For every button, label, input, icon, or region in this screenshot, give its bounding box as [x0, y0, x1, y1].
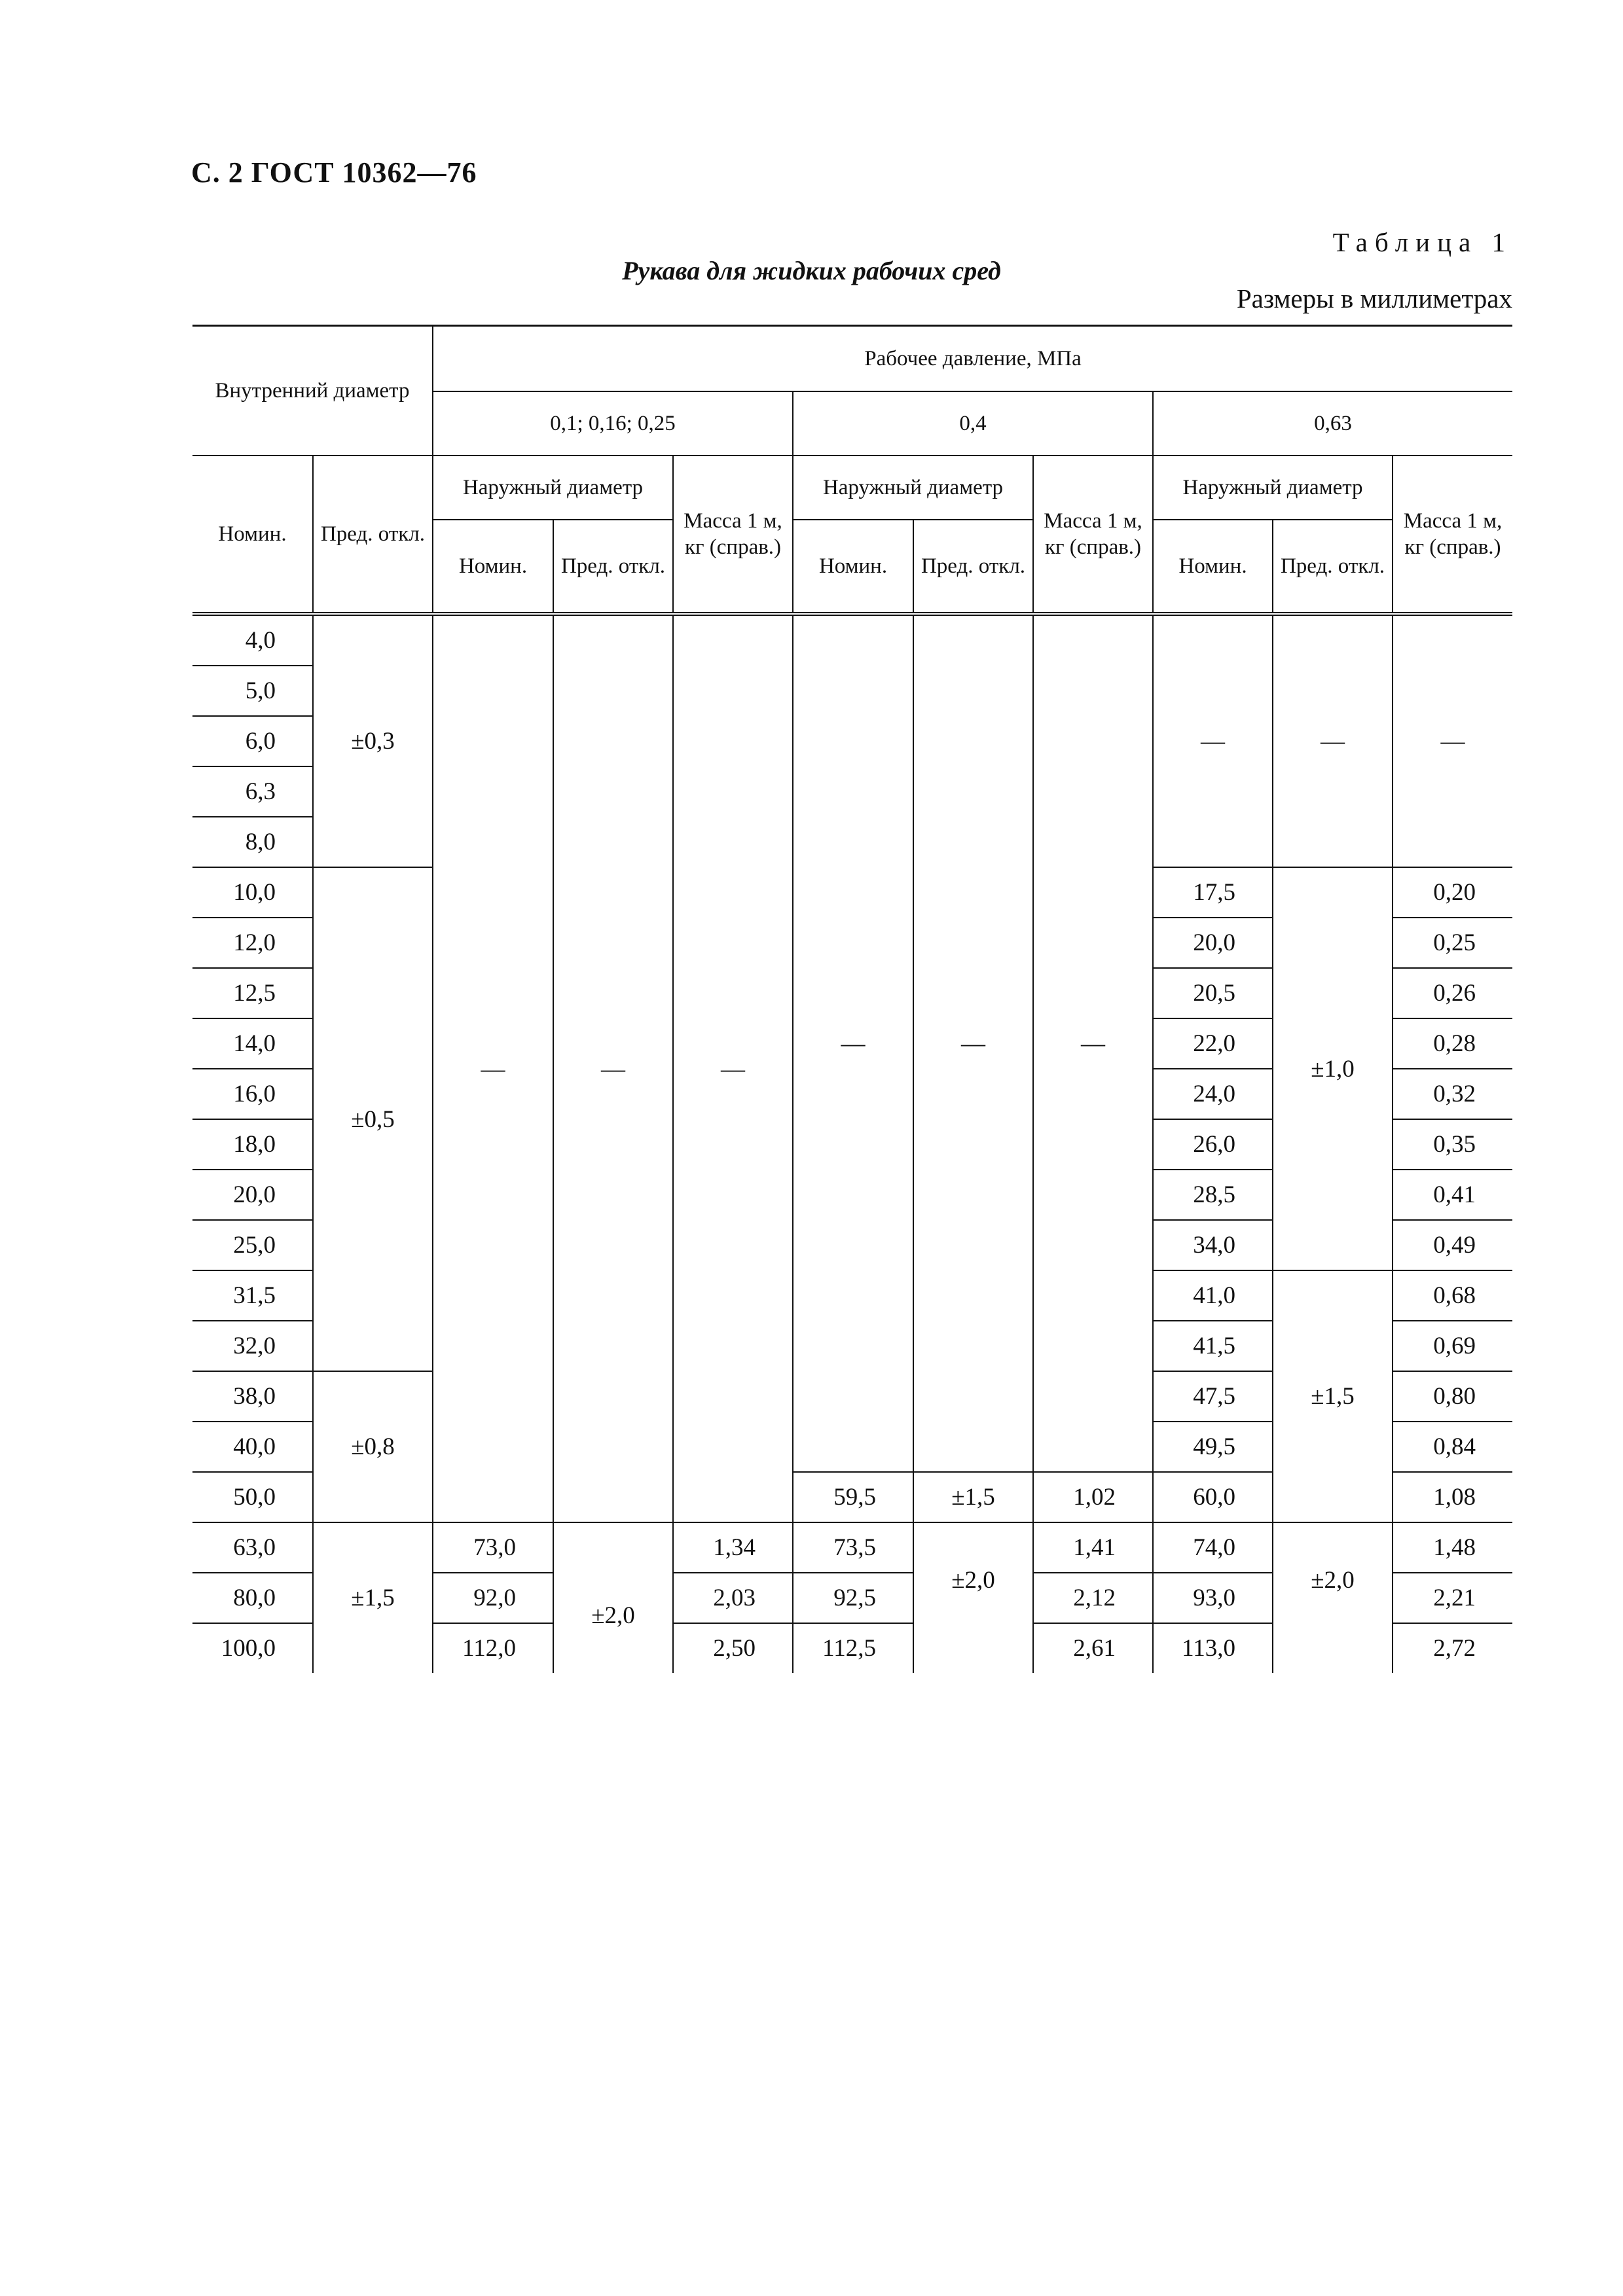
p04-outer-nominal-cell: 112,5 — [793, 1623, 913, 1673]
inner-nominal-cell: 10,0 — [192, 867, 313, 918]
inner-tolerance-cell: ±0,3 — [313, 614, 433, 867]
inner-nominal-cell: 4,0 — [192, 614, 313, 666]
p04-outer-tolerance-dash: — — [913, 614, 1033, 1472]
p063-mass-cell: 2,72 — [1393, 1623, 1512, 1673]
header-outer-diameter: Наружный диаметр — [793, 456, 1033, 520]
inner-nominal-cell: 6,0 — [192, 716, 313, 766]
p063-outer-nominal-cell: 93,0 — [1153, 1573, 1273, 1623]
p063-mass-cell: 0,69 — [1393, 1321, 1512, 1371]
header-outer-nominal: Номин. — [1153, 520, 1273, 614]
p025-outer-nominal-cell: 112,0 — [433, 1623, 553, 1673]
inner-nominal-cell: 12,0 — [192, 918, 313, 968]
p025-outer-tolerance-cell: ±2,0 — [553, 1522, 673, 1673]
p063-outer-nominal-cell: 113,0 — [1153, 1623, 1273, 1673]
inner-tolerance-cell: ±0,8 — [313, 1371, 433, 1522]
p025-outer-nominal-cell: 73,0 — [433, 1522, 553, 1573]
header-outer-nominal: Номин. — [793, 520, 913, 614]
header-outer-diameter: Наружный диаметр — [433, 456, 673, 520]
p063-mass-cell: 0,32 — [1393, 1069, 1512, 1119]
inner-nominal-cell: 18,0 — [192, 1119, 313, 1170]
p063-mass-cell: 1,08 — [1393, 1472, 1512, 1522]
p063-mass-cell: 2,21 — [1393, 1573, 1512, 1623]
p063-mass-cell: 0,41 — [1393, 1170, 1512, 1220]
p025-mass-cell: 1,34 — [673, 1522, 793, 1573]
p04-mass-cell: 2,12 — [1033, 1573, 1153, 1623]
inner-nominal-cell: 40,0 — [192, 1422, 313, 1472]
p063-outer-nominal-cell: 60,0 — [1153, 1472, 1273, 1522]
p04-outer-tolerance-cell: ±1,5 — [913, 1472, 1033, 1522]
table-title: Рукава для жидких рабочих сред — [622, 256, 1001, 285]
p063-mass-cell: 0,25 — [1393, 918, 1512, 968]
p063-mass-cell: 0,49 — [1393, 1220, 1512, 1270]
inner-nominal-cell: 100,0 — [192, 1623, 313, 1673]
inner-nominal-cell: 5,0 — [192, 666, 313, 716]
p04-outer-nominal-cell: 73,5 — [793, 1522, 913, 1573]
inner-nominal-cell: 25,0 — [192, 1220, 313, 1270]
header-pressure-group: 0,1; 0,16; 0,25 — [433, 391, 793, 456]
inner-nominal-cell: 6,3 — [192, 766, 313, 817]
p04-mass-cell: 1,41 — [1033, 1522, 1153, 1573]
header-pressure-group: 0,63 — [1153, 391, 1512, 456]
p025-mass-cell: 2,03 — [673, 1573, 793, 1623]
inner-nominal-cell: 32,0 — [192, 1321, 313, 1371]
header-inner-diameter: Внутренний диаметр — [192, 326, 433, 456]
inner-nominal-cell: 20,0 — [192, 1170, 313, 1220]
hose-dimensions-table — [192, 325, 1512, 1673]
p063-outer-nominal-cell: 20,5 — [1153, 968, 1273, 1018]
table-units: Размеры в миллиметрах — [1236, 283, 1512, 314]
header-inner-tolerance: Пред. откл. — [313, 456, 433, 614]
p063-mass-cell: 0,84 — [1393, 1422, 1512, 1472]
header-working-pressure: Рабочее давление, МПа — [433, 326, 1512, 392]
p063-outer-nominal-dash: — — [1153, 614, 1273, 867]
p04-outer-nominal-cell: 92,5 — [793, 1573, 913, 1623]
p025-mass-cell: 2,50 — [673, 1623, 793, 1673]
p063-outer-tolerance-cell: ±1,5 — [1273, 1270, 1393, 1522]
p04-outer-nominal-cell: 59,5 — [793, 1472, 913, 1522]
table-number: Таблица 1 — [1332, 227, 1512, 257]
inner-tolerance-cell: ±0,5 — [313, 867, 433, 1371]
p063-mass-cell: 0,80 — [1393, 1371, 1512, 1422]
inner-nominal-cell: 31,5 — [192, 1270, 313, 1321]
p063-outer-nominal-cell: 24,0 — [1153, 1069, 1273, 1119]
inner-tolerance-cell: ±1,5 — [313, 1522, 433, 1673]
inner-nominal-cell: 12,5 — [192, 968, 313, 1018]
p063-mass-cell: 0,28 — [1393, 1018, 1512, 1069]
p04-mass-dash: — — [1033, 614, 1153, 1472]
p063-outer-tolerance-dash: — — [1273, 614, 1393, 867]
p063-mass-dash: — — [1393, 614, 1512, 867]
p04-outer-nominal-dash: — — [793, 614, 913, 1472]
header-pressure-group: 0,4 — [793, 391, 1153, 456]
table-row — [192, 614, 1512, 666]
header-outer-tolerance: Пред. откл. — [913, 520, 1033, 614]
p04-mass-cell: 1,02 — [1033, 1472, 1153, 1522]
inner-nominal-cell: 80,0 — [192, 1573, 313, 1623]
p025-outer-nominal-cell: 92,0 — [433, 1573, 553, 1623]
p063-mass-cell: 1,48 — [1393, 1522, 1512, 1573]
inner-nominal-cell: 16,0 — [192, 1069, 313, 1119]
p04-mass-cell: 2,61 — [1033, 1623, 1153, 1673]
page-header: С. 2 ГОСТ 10362—76 — [191, 156, 477, 188]
header-outer-tolerance: Пред. откл. — [553, 520, 673, 614]
inner-nominal-cell: 50,0 — [192, 1472, 313, 1522]
header-outer-nominal: Номин. — [433, 520, 553, 614]
header-mass: Масса 1 м, кг (справ.) — [673, 456, 793, 614]
p063-outer-tolerance-cell: ±2,0 — [1273, 1522, 1393, 1673]
header-mass: Масса 1 м, кг (справ.) — [1393, 456, 1512, 614]
header-outer-tolerance: Пред. откл. — [1273, 520, 1393, 614]
p063-outer-nominal-cell: 28,5 — [1153, 1170, 1273, 1220]
header-outer-diameter: Наружный диаметр — [1153, 456, 1393, 520]
inner-nominal-cell: 8,0 — [192, 817, 313, 867]
p063-mass-cell: 0,35 — [1393, 1119, 1512, 1170]
header-inner-nominal: Номин. — [192, 456, 313, 614]
p063-outer-nominal-cell: 41,0 — [1153, 1270, 1273, 1321]
p063-outer-nominal-cell: 41,5 — [1153, 1321, 1273, 1371]
table-row — [192, 1522, 1512, 1573]
p063-outer-nominal-cell: 49,5 — [1153, 1422, 1273, 1472]
p063-outer-nominal-cell: 26,0 — [1153, 1119, 1273, 1170]
p063-mass-cell: 0,26 — [1393, 968, 1512, 1018]
p063-outer-nominal-cell: 47,5 — [1153, 1371, 1273, 1422]
p063-outer-nominal-cell: 22,0 — [1153, 1018, 1273, 1069]
p063-outer-tolerance-cell: ±1,0 — [1273, 867, 1393, 1270]
p063-outer-nominal-cell: 34,0 — [1153, 1220, 1273, 1270]
p025-outer-nominal-dash: — — [433, 614, 553, 1522]
inner-nominal-cell: 14,0 — [192, 1018, 313, 1069]
p025-mass-dash: — — [673, 614, 793, 1522]
inner-nominal-cell: 63,0 — [192, 1522, 313, 1573]
p063-outer-nominal-cell: 74,0 — [1153, 1522, 1273, 1573]
p063-outer-nominal-cell: 20,0 — [1153, 918, 1273, 968]
p063-outer-nominal-cell: 17,5 — [1153, 867, 1273, 918]
p025-outer-tolerance-dash: — — [553, 614, 673, 1522]
p04-outer-tolerance-cell: ±2,0 — [913, 1522, 1033, 1673]
p063-mass-cell: 0,68 — [1393, 1270, 1512, 1321]
header-mass: Масса 1 м, кг (справ.) — [1033, 456, 1153, 614]
inner-nominal-cell: 38,0 — [192, 1371, 313, 1422]
p063-mass-cell: 0,20 — [1393, 867, 1512, 918]
